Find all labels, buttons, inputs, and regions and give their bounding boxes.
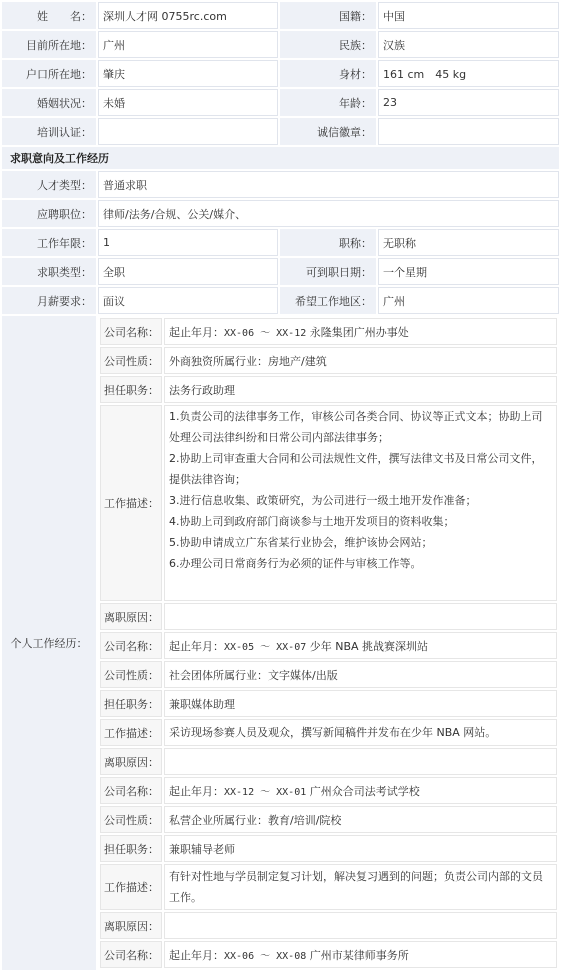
leave-value (164, 748, 557, 775)
talent-type-label: 人才类型： (2, 171, 96, 198)
company-value: 起止年月：XX-06 ～ XX-12 永隆集团广州办事处 (164, 318, 557, 345)
location-value: 广州 (98, 31, 278, 58)
leave-value (164, 912, 557, 939)
start-value: 一个星期 (378, 258, 559, 285)
marital-value: 未婚 (98, 89, 278, 116)
leave-label: 离职原因： (100, 603, 162, 630)
desc-label: 工作描述： (100, 864, 162, 910)
company-label: 公司名称： (100, 941, 162, 968)
company-value: 起止年月：XX-05 ～ XX-07 少年 NBA 挑战赛深圳站 (164, 632, 557, 659)
role-value: 兼职辅导老师 (164, 835, 557, 862)
start-label: 可到职日期： (280, 258, 376, 285)
leave-label: 离职原因： (100, 748, 162, 775)
role-label: 担任职务： (100, 835, 162, 862)
experience-label: 个人工作经历： (2, 316, 96, 970)
salary-value: 面议 (98, 287, 278, 314)
role-label: 担任职务： (100, 690, 162, 717)
hukou-label: 户口所在地： (2, 60, 96, 87)
leave-value (164, 603, 557, 630)
body-value: 161 cm 45 kg (378, 60, 559, 87)
hukou-value: 肇庆 (98, 60, 278, 87)
name-label: 姓 名： (2, 2, 96, 29)
ethnicity-value: 汉族 (378, 31, 559, 58)
company-label: 公司名称： (100, 318, 162, 345)
leave-label: 离职原因： (100, 912, 162, 939)
body-label: 身材： (280, 60, 376, 87)
marital-label: 婚姻状况： (2, 89, 96, 116)
company-value: 起止年月：XX-06 ～ XX-08 广州市某律师事务所 (164, 941, 557, 968)
location-label: 目前所在地： (2, 31, 96, 58)
area-value: 广州 (378, 287, 559, 314)
area-label: 希望工作地区： (280, 287, 376, 314)
company-label: 公司名称： (100, 777, 162, 804)
role-label: 担任职务： (100, 376, 162, 403)
name-value: 深圳人才网 0755rc.com (98, 2, 278, 29)
experience-container (98, 316, 559, 970)
ethnicity-label: 民族： (280, 31, 376, 58)
title-value: 无职称 (378, 229, 559, 256)
credit-label: 诚信徽章： (280, 118, 376, 145)
role-value: 兼职媒体助理 (164, 690, 557, 717)
desc-label: 工作描述： (100, 719, 162, 746)
title-label: 职称： (280, 229, 376, 256)
position-label: 应聘职位： (2, 200, 96, 227)
nationality-label: 国籍： (280, 2, 376, 29)
nature-value: 社会团体所属行业：文字媒体/出版 (164, 661, 557, 688)
experience-table (98, 316, 559, 970)
salary-label: 月薪要求： (2, 287, 96, 314)
position-value: 律师/法务/合规、公关/媒介、 (98, 200, 559, 227)
nature-value: 私营企业所属行业：教育/培训/院校 (164, 806, 557, 833)
desc-value: 1.负责公司的法律事务工作，审核公司各类合同、协议等正式文本；协助上司处理公司法律纠纷和日常公司内部法律事务； 2.协助上司审查重大合同和公司法规性文件，撰写法律文书及日常公司文件，提供法律咨询； 3.进行信息收集、政策研究，为公司进行一级土地开发作准备； 4.协助上司到政府部门商谈参与土地开发项目的资料收集； 5.协助申请成立广东省某行业协会，维护该协会网站； 6.办理公司日常商务行为必须的证件与审核工作等。 (164, 405, 557, 601)
nationality-value: 中国 (378, 2, 559, 29)
nature-label: 公司性质： (100, 661, 162, 688)
training-value (98, 118, 278, 145)
job-type-label: 求职类型： (2, 258, 96, 285)
section-title: 求职意向及工作经历 (2, 147, 559, 169)
job-type-value: 全职 (98, 258, 278, 285)
company-label: 公司名称： (100, 632, 162, 659)
training-label: 培训认证： (2, 118, 96, 145)
desc-label: 工作描述： (100, 405, 162, 601)
age-value: 23 (378, 89, 559, 116)
nature-value: 外商独资所属行业：房地产/建筑 (164, 347, 557, 374)
role-value: 法务行政助理 (164, 376, 557, 403)
talent-type-value: 普通求职 (98, 171, 559, 198)
nature-label: 公司性质： (100, 806, 162, 833)
age-label: 年龄： (280, 89, 376, 116)
company-value: 起止年月：XX-12 ～ XX-01 广州众合司法考试学校 (164, 777, 557, 804)
nature-label: 公司性质： (100, 347, 162, 374)
desc-value: 采访现场参赛人员及观众，撰写新闻稿件并发布在少年 NBA 网站。 (164, 719, 557, 746)
credit-value (378, 118, 559, 145)
years-label: 工作年限： (2, 229, 96, 256)
desc-value: 有针对性地与学员制定复习计划，解决复习遇到的问题；负责公司内部的文员工作。 (164, 864, 557, 910)
years-value: 1 (98, 229, 278, 256)
